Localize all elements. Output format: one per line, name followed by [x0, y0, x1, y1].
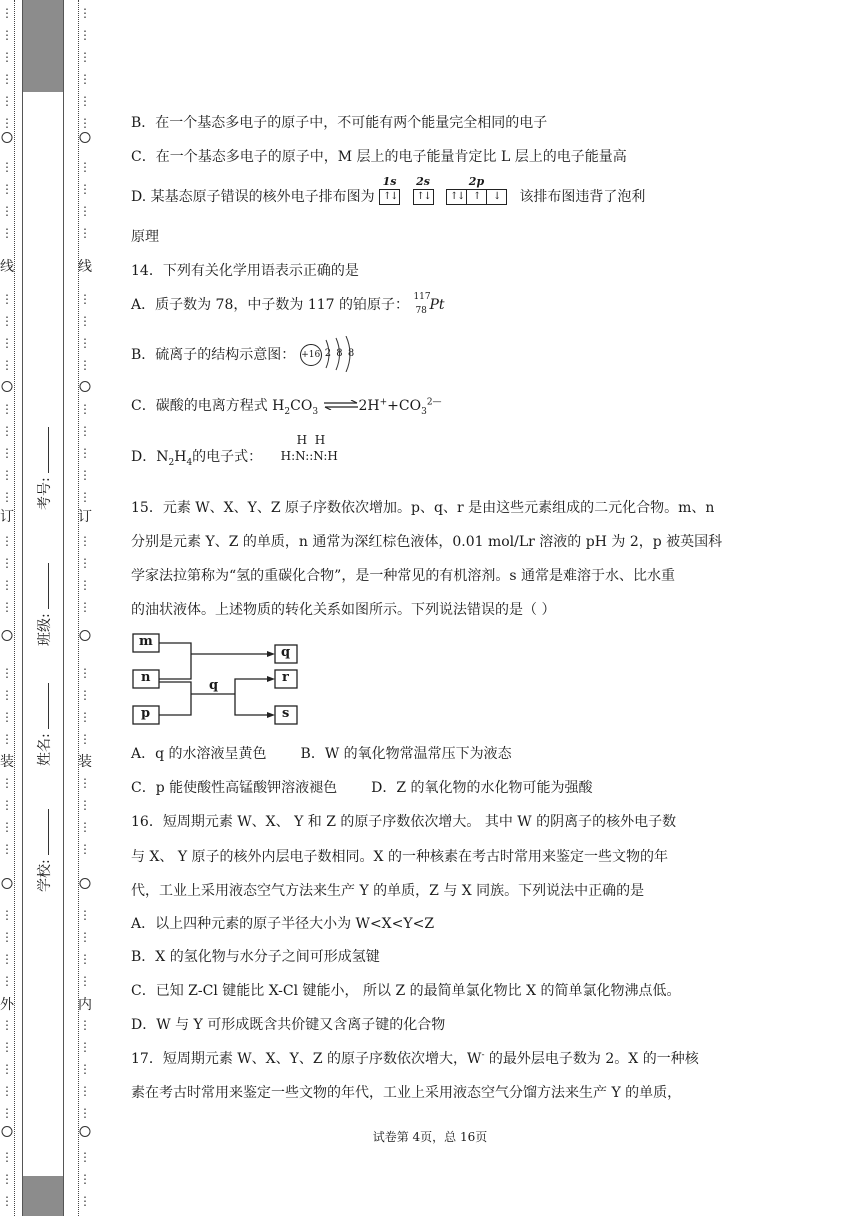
dotted-mark: ⋮ — [1, 336, 13, 350]
dotted-mark: ⋮ — [79, 688, 91, 702]
dotted-mark: ⋮ — [79, 1194, 91, 1208]
electron-formula-top: H H — [296, 433, 326, 447]
dotted-mark: ⋮ — [1, 94, 13, 108]
nucleus: +16 — [300, 344, 322, 366]
dotted-mark: ⋮ — [79, 226, 91, 240]
dotted-mark: ⋮ — [1, 116, 13, 130]
node-n: n — [141, 670, 151, 685]
q14-option-a — [131, 294, 445, 314]
dotted-mark: ⋮ — [79, 182, 91, 196]
dotted-mark: ⋮ — [79, 490, 91, 504]
orbital-2s — [413, 175, 434, 205]
orbital-box: ↑ ↓ — [446, 189, 467, 205]
dotted-mark: ⋮ — [1, 1040, 13, 1054]
dotted-mark: ⋮ — [1, 578, 13, 592]
dotted-mark: ⋮ — [79, 1040, 91, 1054]
dotted-mark: ⋮ — [1, 534, 13, 548]
formula-part: 2H — [358, 398, 380, 414]
outer-char-xian: 线 — [0, 259, 14, 275]
outer-char-ding: 订 — [0, 509, 14, 525]
dotted-mark: ⋮ — [1, 974, 13, 988]
dotted-mark: ⋮ — [1, 666, 13, 680]
q15-line-3: 学家法拉第称为“氢的重碳化合物”，是一种常见的有机溶剂。s 通常是难溶于水、比水重 — [131, 568, 675, 584]
dotted-mark: ⋮ — [1, 820, 13, 834]
atomic-number: 78 — [415, 306, 427, 316]
dotted-mark: ⋮ — [79, 908, 91, 922]
q13-d-text: D. 某基态原子错误的核外电子排布图为 — [131, 189, 375, 205]
school-field[interactable] — [34, 809, 54, 892]
q15-option-d: D．Z 的氧化物的水化物可能为强酸 — [371, 780, 593, 796]
inner-char-zhuang: 装 — [78, 754, 92, 770]
dotted-mark: ⋮ — [1, 556, 13, 570]
dotted-mark: ⋮ — [79, 314, 91, 328]
dotted-mark: ⋮ — [1, 28, 13, 42]
dotted-mark: ⋮ — [1, 1172, 13, 1186]
dotted-mark: ⋮ — [1, 204, 13, 218]
dotted-mark: ⋮ — [79, 820, 91, 834]
superscript: - — [481, 1050, 485, 1061]
dotted-mark: ⋮ — [1, 842, 13, 856]
dotted-mark: ⋮ — [79, 292, 91, 306]
dotted-mark: ⋮ — [79, 1106, 91, 1120]
q17-text: 17．短周期元素 W、X、Y、Z 的原子序数依次增大，W — [131, 1051, 482, 1067]
dotted-mark: ⋮ — [79, 952, 91, 966]
name-field[interactable] — [34, 683, 54, 766]
electron-formula-main: H:N::N:H — [280, 449, 338, 463]
q15-options-cd — [131, 777, 593, 797]
q14-option-b — [131, 344, 358, 366]
equilibrium-arrow — [323, 398, 359, 414]
dotted-mark: ⋮ — [1, 1150, 13, 1164]
q15-option-c: C．p 能使酸性高锰酸钾溶液褪色 — [131, 780, 338, 796]
outer-circle — [2, 132, 13, 143]
q16-option-b: B．X 的氢化物与水分子之间可形成氢键 — [131, 949, 380, 965]
orbital-1s-label: 1s — [382, 175, 397, 188]
dotted-mark: ⋮ — [79, 974, 91, 988]
name-label: 姓名: — [37, 733, 53, 766]
isotope-scripts — [413, 292, 431, 316]
q16-line-3: 代，工业上采用液态空气方法来生产 Y 的单质，Z 与 X 同族。下列说法中正确的是 — [131, 883, 645, 899]
dotted-mark: ⋮ — [1, 688, 13, 702]
node-s: s — [282, 706, 290, 721]
subscript: 2 — [284, 406, 291, 417]
q15-option-b: B．W 的氧化物常温常压下为液态 — [300, 746, 512, 762]
superscript: + — [379, 397, 388, 408]
node-r: r — [282, 670, 289, 685]
dotted-mark: ⋮ — [79, 72, 91, 86]
dotted-mark: ⋮ — [79, 468, 91, 482]
sulfide-ion-diagram — [300, 344, 358, 366]
dotted-mark: ⋮ — [79, 1172, 91, 1186]
school-label: 学校: — [37, 859, 53, 892]
q15-option-a: A．q 的水溶液呈黄色 — [131, 746, 267, 762]
q15-line-2: 分别是元素 Y、Z 的单质，n 通常为深红棕色液体，0.01 mol/Lr 溶液的 pH 为 2，p 被英国科 — [131, 534, 723, 550]
formula-part: +CO — [387, 398, 422, 414]
conversion-diagram — [131, 632, 331, 728]
orbital-1s — [379, 175, 400, 205]
binding-margin — [0, 0, 105, 1216]
q16-option-d: D．W 与 Y 可形成既含共价键又含离子键的化合物 — [131, 1017, 446, 1033]
orbital-2s-label: 2s — [416, 175, 430, 188]
subscript: 3 — [312, 406, 319, 417]
dotted-mark: ⋮ — [1, 314, 13, 328]
q14-a-text: A．质子数为 78，中子数为 117 的铂原子： — [131, 297, 409, 313]
dotted-mark: ⋮ — [1, 424, 13, 438]
dotted-mark: ⋮ — [79, 666, 91, 680]
dotted-mark: ⋮ — [79, 1062, 91, 1076]
dotted-mark: ⋮ — [79, 776, 91, 790]
formula-part: 的电子式： — [192, 449, 263, 465]
exam-no-field[interactable] — [34, 427, 54, 510]
dotted-mark: ⋮ — [1, 358, 13, 372]
class-field[interactable] — [34, 563, 54, 646]
mass-number: 117 — [413, 292, 431, 302]
q16-option-a: A．以上四种元素的原子半径大小为 W<X<Y<Z — [131, 916, 435, 932]
dotted-mark: ⋮ — [79, 94, 91, 108]
hydrazine-electron-formula — [277, 433, 367, 467]
q16-line-1: 16．短周期元素 W、X、 Y 和 Z 的原子序数依次增大。 其中 W 的阴离子的核外电子数 — [131, 814, 677, 830]
q17-text-post: 的最外层电子数为 2。X 的一种核 — [484, 1051, 699, 1067]
dotted-mark: ⋮ — [79, 424, 91, 438]
dotted-mark: ⋮ — [79, 6, 91, 20]
dotted-mark: ⋮ — [1, 710, 13, 724]
q14-option-d — [131, 433, 367, 468]
outer-char-zhuang: 装 — [0, 754, 14, 770]
node-q: q — [281, 645, 291, 660]
dotted-mark: ⋮ — [1, 72, 13, 86]
inner-circle — [80, 878, 91, 889]
dotted-mark: ⋮ — [1, 1194, 13, 1208]
q14-d-text: D．N — [131, 449, 169, 465]
dotted-mark: ⋮ — [79, 798, 91, 812]
dotted-mark: ⋮ — [79, 732, 91, 746]
node-p: p — [141, 706, 151, 721]
dotted-mark: ⋮ — [79, 1150, 91, 1164]
dotted-mark: ⋮ — [1, 160, 13, 174]
dotted-mark: ⋮ — [79, 446, 91, 460]
gray-block-bottom — [23, 1176, 63, 1216]
dotted-mark: ⋮ — [79, 1018, 91, 1032]
page-footer: 试卷第 4页，总 16页 — [372, 1130, 488, 1144]
inner-circle — [80, 132, 91, 143]
dotted-mark: ⋮ — [79, 336, 91, 350]
node-q-mid: q — [209, 678, 219, 693]
q17-line-1 — [131, 1048, 699, 1068]
superscript: 2— — [426, 397, 442, 408]
dotted-mark: ⋮ — [79, 600, 91, 614]
gray-block-top — [23, 0, 63, 92]
node-m: m — [139, 634, 153, 649]
q13-d-tail: 原理 — [131, 229, 159, 245]
dotted-mark: ⋮ — [1, 402, 13, 416]
subscript: 3 — [421, 406, 427, 417]
dotted-mark: ⋮ — [1, 50, 13, 64]
q13-option-c: C．在一个基态多电子的原子中，M 层上的电子能量肯定比 L 层上的电子能量高 — [131, 149, 627, 165]
q13-d-text-post: 该排布图违背了泡利 — [519, 189, 646, 205]
dotted-mark: ⋮ — [79, 204, 91, 218]
subscript: 2 — [168, 457, 175, 468]
dotted-mark: ⋮ — [1, 732, 13, 746]
dotted-mark: ⋮ — [1, 776, 13, 790]
dotted-mark: ⋮ — [1, 182, 13, 196]
dotted-mark: ⋮ — [79, 1084, 91, 1098]
dotted-mark: ⋮ — [1, 226, 13, 240]
dotted-mark: ⋮ — [79, 710, 91, 724]
dotted-mark: ⋮ — [1, 600, 13, 614]
q14-stem: 14．下列有关化学用语表示正确的是 — [131, 263, 359, 279]
q16-line-2: 与 X、 Y 原子的核外内层电子数相同。X 的一种核素在考古时常用来鉴定一些文物的年 — [131, 849, 668, 865]
outer-char-wai: 外 — [0, 997, 14, 1013]
dotted-mark: ⋮ — [79, 160, 91, 174]
q16-option-c: C．已知 Z-Cl 键能比 X-Cl 键能小， 所以 Z 的最简单氯化物比 X 的简单氯化物沸点低。 — [131, 983, 681, 999]
class-label: 班级: — [37, 613, 53, 646]
dotted-mark: ⋮ — [79, 50, 91, 64]
orbital-2p-label: 2p — [468, 175, 485, 188]
dotted-mark: ⋮ — [79, 402, 91, 416]
electron-shells: 2 8 8 — [324, 348, 356, 359]
dotted-mark: ⋮ — [1, 1106, 13, 1120]
inner-circle — [80, 381, 91, 392]
orbital-2p — [446, 175, 507, 205]
orbital-box: ↑ — [467, 189, 487, 205]
shell-arcs — [324, 336, 358, 372]
dotted-mark: ⋮ — [79, 842, 91, 856]
dotted-mark: ⋮ — [1, 446, 13, 460]
inner-circle — [80, 630, 91, 641]
dotted-mark: ⋮ — [79, 930, 91, 944]
dotted-mark: ⋮ — [1, 490, 13, 504]
inner-char-xian: 线 — [78, 259, 92, 275]
q17-line-2: 素在考古时常用来鉴定一些文物的年代，工业上采用液态空气分馏方法来生产 Y 的单质， — [131, 1085, 682, 1101]
exam-no-label: 考号: — [37, 477, 53, 510]
q14-c-text: C．碳酸的电离方程式 H — [131, 398, 285, 414]
q14-option-c — [131, 395, 442, 417]
dotted-mark: ⋮ — [1, 6, 13, 20]
inner-char-ding: 订 — [78, 509, 92, 525]
dotted-mark: ⋮ — [1, 798, 13, 812]
orbital-box: ↓ — [487, 189, 507, 205]
q15-line-1: 15．元素 W、X、Y、Z 原子序数依次增加。p、q、r 是由这些元素组成的二元化合物。m、n — [131, 500, 715, 516]
dotted-mark: ⋮ — [1, 1062, 13, 1076]
outer-circle — [2, 878, 13, 889]
dotted-mark: ⋮ — [1, 468, 13, 482]
formula-part: H — [174, 449, 187, 465]
element-symbol: Pt — [429, 297, 445, 313]
dotted-mark: ⋮ — [79, 534, 91, 548]
dotted-mark: ⋮ — [1, 1084, 13, 1098]
outer-circle — [2, 381, 13, 392]
dotted-mark: ⋮ — [79, 556, 91, 570]
q13-option-d — [131, 175, 646, 206]
orbital-box: ↑ ↓ — [379, 189, 400, 205]
dotted-mark: ⋮ — [1, 952, 13, 966]
q13-option-b: B．在一个基态多电子的原子中，不可能有两个能量完全相同的电子 — [131, 115, 548, 131]
dotted-mark: ⋮ — [79, 116, 91, 130]
q15-line-4: 的油状液体。上述物质的转化关系如图所示。下列说法错误的是（ ） — [131, 602, 556, 618]
q15-options-ab — [131, 743, 512, 763]
dotted-mark: ⋮ — [1, 292, 13, 306]
q14-b-text: B．硫离子的结构示意图： — [131, 347, 296, 363]
dotted-mark: ⋮ — [79, 358, 91, 372]
subscript: 4 — [186, 457, 193, 468]
outer-circle — [2, 630, 13, 641]
formula-part: CO — [290, 398, 313, 414]
dotted-mark: ⋮ — [1, 908, 13, 922]
dotted-mark: ⋮ — [79, 578, 91, 592]
inner-char-nei: 内 — [78, 997, 92, 1013]
dotted-mark: ⋮ — [1, 930, 13, 944]
dotted-mark: ⋮ — [1, 1018, 13, 1032]
dotted-mark: ⋮ — [79, 28, 91, 42]
orbital-box: ↑ ↓ — [413, 189, 434, 205]
